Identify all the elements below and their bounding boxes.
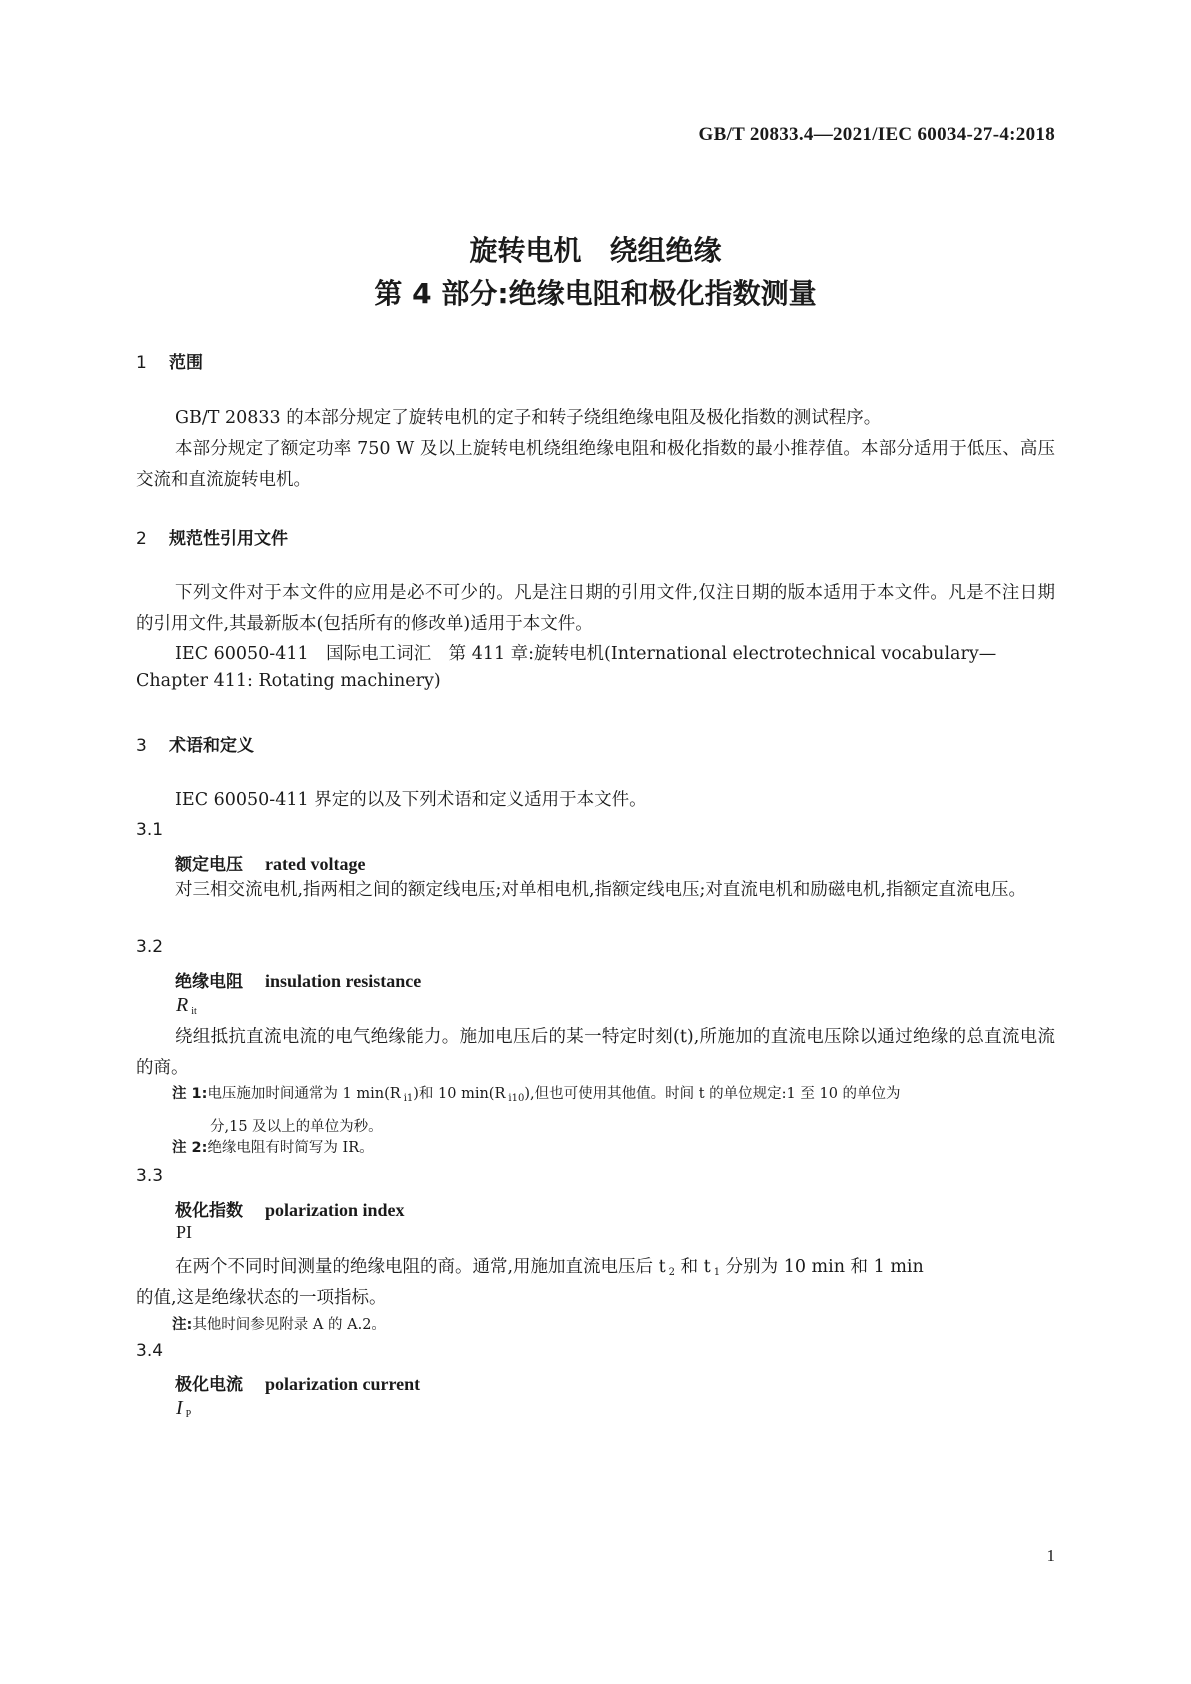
symbol-letter: I bbox=[176, 1397, 183, 1419]
document-title-line2: 第 4 部分:绝缘电阻和极化指数测量 bbox=[374, 277, 817, 310]
section-number: 2 bbox=[136, 529, 147, 549]
term-symbol: PI bbox=[176, 1222, 193, 1242]
subscript: i10 bbox=[508, 1093, 525, 1104]
term-symbol bbox=[176, 1397, 191, 1420]
term-symbol bbox=[176, 994, 197, 1017]
term-number: 3.1 bbox=[136, 820, 164, 840]
section-1-paragraph-2: 本部分规定了额定功率 750 W 及以上旋转电机绕组绝缘电阻和极化指数的最小推荐值。本部分适用于低压、高压交流和直流旋转电机。 bbox=[136, 439, 1055, 490]
note-3-3 bbox=[172, 1311, 1055, 1339]
note-label: 注 2: bbox=[172, 1140, 208, 1156]
section-1-heading bbox=[136, 348, 203, 373]
section-3-intro: IEC 60050-411 界定的以及下列术语和定义适用于本文件。 bbox=[175, 790, 647, 810]
note-1 bbox=[172, 1080, 1055, 1141]
term-zh: 极化电流 bbox=[175, 1375, 243, 1395]
section-2-paragraph-1: 下列文件对于本文件的应用是必不可少的。凡是注日期的引用文件,仅注日期的版本适用于本文件。凡是不注日期的引用文件,其最新版本(包括所有的修改单)适用于本文件。 bbox=[136, 583, 1055, 634]
term-en: rated voltage bbox=[265, 854, 366, 874]
note-label: 注: bbox=[172, 1317, 193, 1333]
term-3-1-definition: 对三相交流电机,指两相之间的额定线电压;对单相电机,指额定线电压;对直流电机和励磁电机,指额定直流电压。 bbox=[175, 880, 1026, 900]
definition-text: 和 t bbox=[675, 1257, 711, 1277]
term-3-2 bbox=[175, 967, 421, 992]
note-text: )和 10 min(R bbox=[413, 1086, 506, 1102]
section-number: 1 bbox=[136, 353, 147, 373]
term-zh: 额定电压 bbox=[175, 855, 243, 875]
term-en: insulation resistance bbox=[265, 971, 422, 991]
section-title: 范围 bbox=[169, 353, 203, 373]
term-en: polarization current bbox=[265, 1374, 421, 1394]
definition-text: 在两个不同时间测量的绝缘电阻的商。通常,用施加直流电压后 t bbox=[175, 1257, 666, 1277]
section-1-paragraph-1: GB/T 20833 的本部分规定了旋转电机的定子和转子绕组绝缘电阻及极化指数的测试程序。 bbox=[175, 408, 882, 428]
section-2-heading bbox=[136, 524, 288, 549]
symbol-letter: R bbox=[176, 994, 189, 1016]
term-number: 3.2 bbox=[136, 937, 164, 957]
section-title: 术语和定义 bbox=[169, 736, 254, 756]
normative-reference-line-2: Chapter 411: Rotating machinery) bbox=[136, 671, 441, 691]
symbol-subscript: it bbox=[191, 1006, 197, 1017]
section-number: 3 bbox=[136, 736, 147, 756]
note-text: 其他时间参见附录 A 的 A.2。 bbox=[192, 1317, 386, 1333]
term-3-2-definition: 绕组抵抗直流电流的电气绝缘能力。施加电压后的某一特定时刻(t),所施加的直流电压除以通过绝缘的总直流电流的商。 bbox=[136, 1027, 1055, 1078]
normative-reference-line-1: IEC 60050-411 国际电工词汇 第 411 章:旋转电机(International electrotechnical vocabulary— bbox=[175, 644, 997, 664]
term-number: 3.4 bbox=[136, 1341, 164, 1361]
term-en: polarization index bbox=[265, 1200, 405, 1220]
note-continuation: 分,15 及以上的单位为秒。 bbox=[210, 1119, 383, 1135]
note-text: ),但也可使用其他值。时间 t 的单位规定:1 至 10 的单位为 bbox=[524, 1086, 901, 1102]
term-3-4 bbox=[175, 1370, 420, 1395]
note-text: 电压施加时间通常为 1 min(R bbox=[207, 1086, 401, 1102]
document-title-line1: 旋转电机 绕组绝缘 bbox=[469, 234, 722, 267]
note-text: 绝缘电阻有时简写为 IR。 bbox=[207, 1140, 374, 1156]
term-3-3 bbox=[175, 1196, 405, 1221]
term-3-3-definition-line-2: 的值,这是绝缘状态的一项指标。 bbox=[136, 1288, 387, 1308]
section-3-heading bbox=[136, 731, 254, 756]
standard-code: GB/T 20833.4—2021/IEC 60034-27-4:2018 bbox=[698, 124, 1055, 145]
page-number: 1 bbox=[1046, 1546, 1055, 1565]
symbol-subscript: P bbox=[185, 1409, 192, 1420]
term-zh: 极化指数 bbox=[175, 1201, 243, 1221]
term-zh: 绝缘电阻 bbox=[175, 972, 243, 992]
term-number: 3.3 bbox=[136, 1166, 164, 1186]
term-3-1 bbox=[175, 850, 365, 875]
section-title: 规范性引用文件 bbox=[169, 529, 288, 549]
note-label: 注 1: bbox=[172, 1086, 208, 1102]
subscript: 2 bbox=[668, 1267, 676, 1278]
definition-text: 分别为 10 min 和 1 min bbox=[720, 1257, 924, 1277]
term-3-3-definition-line-1 bbox=[175, 1253, 924, 1278]
subscript: 1 bbox=[713, 1267, 721, 1278]
subscript: i1 bbox=[403, 1093, 414, 1104]
note-2 bbox=[172, 1134, 1055, 1162]
